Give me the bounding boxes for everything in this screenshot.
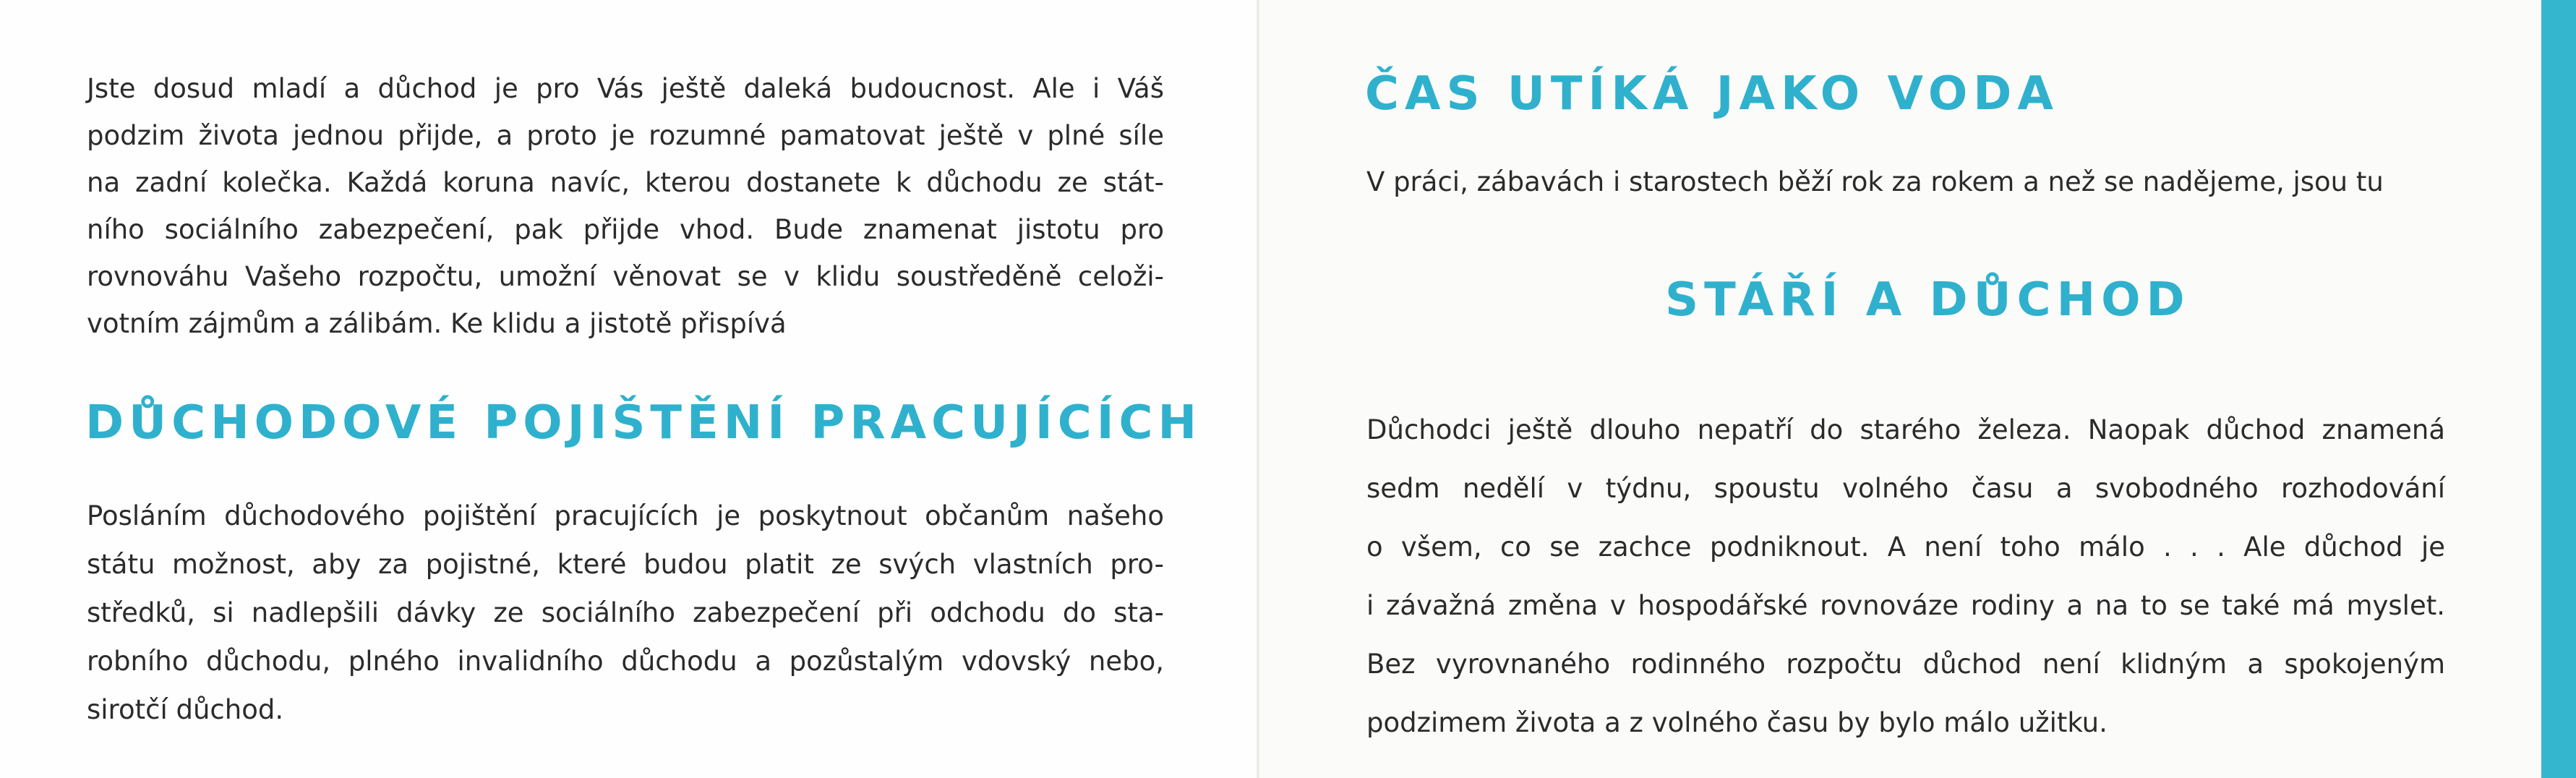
section-heading-old-age-pension: STÁŘÍ A DŮCHOD: [1665, 273, 2191, 327]
text-line: Důchodci ještě dlouho nepatří do starého železa. Naopak důchod znamená: [1366, 414, 2445, 445]
text-line: sirotčí důchod.: [87, 694, 284, 725]
right-body-paragraph: [1366, 401, 2445, 752]
text-line: robního důchodu, plného invalidního důchodu a pozůstalým vdovský nebo,: [87, 646, 1164, 677]
text-line: rovnováhu Vašeho rozpočtu, umožní věnovat se v klidu soustředěně celoži-: [87, 261, 1164, 292]
section-heading-pension-insurance: DŮCHODOVÉ POJIŠTĚNÍ PRACUJÍCÍCH: [85, 396, 1202, 450]
text-line: státu možnost, aby za pojistné, které budou platit ze svých vlastních pro-: [87, 549, 1164, 580]
text-line: podzim života jednou přijde, a proto je rozumné pamatovat ještě v plné síle: [87, 120, 1164, 151]
left-intro-paragraph: [87, 65, 1164, 347]
text-line: ního sociálního zabezpečení, pak přijde vhod. Bude znamenat jistotu pro: [87, 214, 1164, 245]
text-line: na zadní kolečka. Každá koruna navíc, kterou dostanete k důchodu ze stát-: [87, 167, 1164, 198]
text-line: V práci, zábavách i starostech běží rok za rokem a než se nadějeme, jsou tu: [1366, 166, 2384, 197]
text-line: votním zájmům a zálibám. Ke klidu a jistotě přispívá: [87, 308, 787, 339]
text-line: sedm nedělí v týdnu, spoustu volného času a svobodného rozhodování: [1366, 473, 2445, 504]
text-line: i závažná změna v hospodářské rovnováze rodiny a na to se také má myslet.: [1366, 590, 2445, 621]
right-intro-paragraph: [1366, 161, 2451, 204]
text-line: o všem, co se zachce podniknout. A není toho málo . . . Ale důchod je: [1366, 531, 2445, 563]
cover-edge-strip: [2541, 0, 2576, 778]
text-line: Jste dosud mladí a důchod je pro Vás ještě daleká budoucnost. Ale i Váš: [87, 73, 1164, 104]
text-line: Bez vyrovnaného rodinného rozpočtu důchod není klidným a spokojeným: [1366, 649, 2445, 680]
left-body-paragraph: [87, 492, 1164, 734]
text-line: středků, si nadlepšili dávky ze sociálního zabezpečení při odchodu do sta-: [87, 597, 1164, 628]
section-heading-time-flies: ČAS UTÍKÁ JAKO VODA: [1365, 67, 2059, 121]
text-line: podzimem života a z volného času by bylo málo užitku.: [1366, 707, 2108, 738]
text-line: Posláním důchodového pojištění pracujících je poskytnout občanům našeho: [87, 500, 1164, 531]
page-fold: [1257, 0, 1259, 778]
